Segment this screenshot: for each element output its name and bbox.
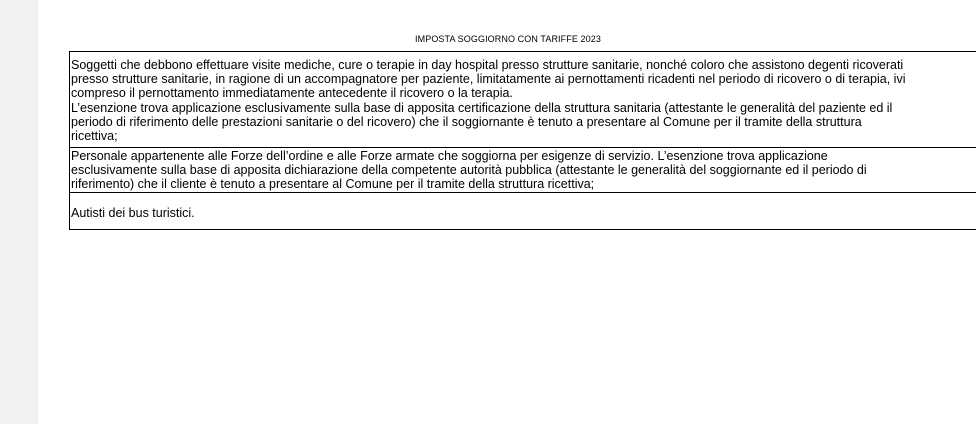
row-text-line: Personale appartenente alle Forze dell’ordine e alle Forze armate che soggiorna per esigenze di servizio. L’esenzione trova applicazione [71, 149, 828, 163]
row-text-line: compreso il pernottamento immediatamente antecedente il ricovero o la terapia. [71, 86, 513, 101]
table-row-medical [70, 58, 976, 143]
row-text-line: periodo di riferimento delle prestazioni sanitarie o del ricovero) che il soggiornante è tenuto a presentare al Comune per il tramite della struttura [71, 114, 862, 129]
document-page [38, 0, 976, 424]
row-text-line: esclusivamente sulla base di apposita dichiarazione della competente autorità pubblica (attestante le generalità del soggiornante ed il periodo di [71, 163, 867, 178]
document-title: IMPOSTA SOGGIORNO CON TARIFFE 2023 [415, 34, 601, 44]
table-row-bus-drivers [70, 206, 976, 220]
left-gutter [0, 0, 38, 424]
row-text-line: presso strutture sanitarie, in ragione di un accompagnatore per paziente, limitatamente ai pernottamenti ricadenti nel periodo di ricovero o di terapia, ivi [71, 72, 906, 87]
exemption-table [69, 51, 976, 230]
row-text-line: ricettiva; [71, 129, 118, 144]
row-text-line: riferimento) che il cliente è tenuto a presentare al Comune per il tramite della struttura ricettiva; [71, 177, 595, 192]
row-text-line: Soggetti che debbono effettuare visite mediche, cure o terapie in day hospital presso strutture sanitarie, nonché coloro che assistono degenti ricoverati [71, 58, 904, 72]
row-divider [70, 147, 976, 148]
table-row-forces [70, 149, 976, 192]
row-text-line: Autisti dei bus turistici. [71, 206, 195, 220]
row-divider [70, 192, 976, 193]
row-text-line: L’esenzione trova applicazione esclusivamente sulla base di apposita certificazione della struttura sanitaria (attestante le generalità del paziente ed il [71, 100, 893, 115]
